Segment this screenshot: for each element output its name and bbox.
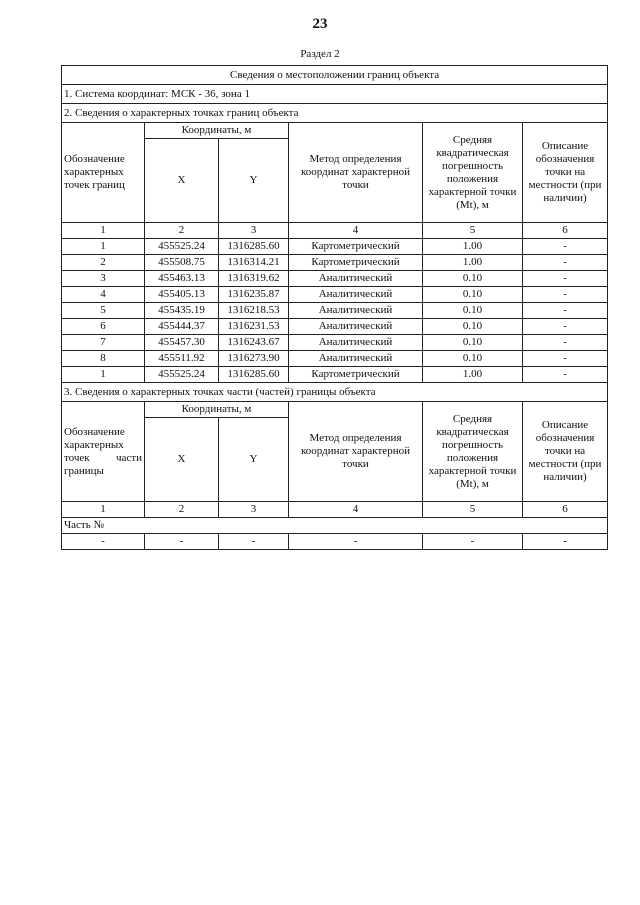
point-mt-cell: 0.10: [423, 271, 523, 287]
part-cell: -: [62, 534, 145, 550]
point-x-cell: 455508.75: [145, 255, 219, 271]
point-y-cell: 1316273.90: [219, 351, 289, 367]
boundary-table: [61, 65, 608, 550]
header-method-parts: Метод определения координат характерной точки: [289, 402, 423, 502]
point-mt-cell: 0.10: [423, 319, 523, 335]
header-description: Описание обозначения точки на местности (при наличии): [523, 123, 608, 223]
point-desc-cell: -: [523, 319, 608, 335]
point-y-cell: 1316285.60: [219, 239, 289, 255]
table-row: [62, 287, 608, 303]
table-row: [62, 303, 608, 319]
column-number: 3: [219, 223, 289, 239]
column-number: 1: [62, 223, 145, 239]
point-mt-cell: 1.00: [423, 255, 523, 271]
point-n-cell: 3: [62, 271, 145, 287]
point-method-cell: Аналитический: [289, 335, 423, 351]
point-method-cell: Аналитический: [289, 287, 423, 303]
coord-system-row: 1. Система координат: МСК - 36, зона 1: [62, 85, 608, 104]
header-method: Метод определения координат характерной точки: [289, 123, 423, 223]
part-cell: -: [523, 534, 608, 550]
point-n-cell: 6: [62, 319, 145, 335]
point-n-cell: 1: [62, 239, 145, 255]
part-cell: -: [289, 534, 423, 550]
header-coordinates: Координаты, м: [145, 123, 289, 139]
point-method-cell: Аналитический: [289, 303, 423, 319]
point-y-cell: 1316314.21: [219, 255, 289, 271]
point-method-cell: Картометрический: [289, 255, 423, 271]
table-row: [62, 255, 608, 271]
point-desc-cell: -: [523, 351, 608, 367]
header-x-parts: X: [145, 418, 219, 502]
column-number-row: [62, 223, 608, 239]
column-number: 6: [523, 502, 608, 518]
table-row: [62, 351, 608, 367]
point-y-cell: 1316243.67: [219, 335, 289, 351]
column-number: 2: [145, 502, 219, 518]
header-y: Y: [219, 139, 289, 223]
part-row: [62, 534, 608, 550]
point-desc-cell: -: [523, 303, 608, 319]
table-title: Сведения о местоположении границ объекта: [62, 66, 608, 85]
point-mt-cell: 1.00: [423, 367, 523, 383]
point-desc-cell: -: [523, 255, 608, 271]
header-coordinates-parts: Координаты, м: [145, 402, 289, 418]
table-row: [62, 367, 608, 383]
part-cell: -: [145, 534, 219, 550]
table-row: [62, 319, 608, 335]
point-desc-cell: -: [523, 367, 608, 383]
header-x: X: [145, 139, 219, 223]
section-label: Раздел 2: [300, 48, 340, 60]
header-designation-parts: Обозначение характерных точек части границы: [62, 402, 145, 502]
point-method-cell: Картометрический: [289, 239, 423, 255]
table-row: [62, 271, 608, 287]
column-number-row-parts: [62, 502, 608, 518]
point-mt-cell: 0.10: [423, 351, 523, 367]
point-mt-cell: 0.10: [423, 287, 523, 303]
header-accuracy: Средняя квадратическая погрешность положения характерной точки (Mt), м: [423, 123, 523, 223]
point-mt-cell: 0.10: [423, 335, 523, 351]
point-x-cell: 455457.30: [145, 335, 219, 351]
header-accuracy-parts: Средняя квадратическая погрешность положения характерной точки (Mt), м: [423, 402, 523, 502]
table-row: [62, 335, 608, 351]
point-method-cell: Аналитический: [289, 271, 423, 287]
column-number: 6: [523, 223, 608, 239]
point-desc-cell: -: [523, 271, 608, 287]
point-n-cell: 4: [62, 287, 145, 303]
point-n-cell: 7: [62, 335, 145, 351]
point-desc-cell: -: [523, 335, 608, 351]
column-number: 3: [219, 502, 289, 518]
header-description-parts: Описание обозначения точки на местности (при наличии): [523, 402, 608, 502]
point-desc-cell: -: [523, 239, 608, 255]
point-y-cell: 1316218.53: [219, 303, 289, 319]
point-n-cell: 5: [62, 303, 145, 319]
point-y-cell: 1316231.53: [219, 319, 289, 335]
part-cell: -: [423, 534, 523, 550]
point-method-cell: Аналитический: [289, 319, 423, 335]
part-label-row: Часть №: [62, 518, 608, 534]
point-x-cell: 455525.24: [145, 239, 219, 255]
point-n-cell: 8: [62, 351, 145, 367]
point-method-cell: Аналитический: [289, 351, 423, 367]
point-mt-cell: 1.00: [423, 239, 523, 255]
column-number: 4: [289, 502, 423, 518]
point-x-cell: 455435.19: [145, 303, 219, 319]
header-designation: Обозначение характерных точек границ: [62, 123, 145, 223]
point-x-cell: 455511.92: [145, 351, 219, 367]
part-cell: -: [219, 534, 289, 550]
point-x-cell: 455463.13: [145, 271, 219, 287]
point-y-cell: 1316235.87: [219, 287, 289, 303]
point-x-cell: 455525.24: [145, 367, 219, 383]
column-number: 4: [289, 223, 423, 239]
point-y-cell: 1316319.62: [219, 271, 289, 287]
column-number: 2: [145, 223, 219, 239]
page-number: 23: [312, 16, 328, 32]
point-n-cell: 2: [62, 255, 145, 271]
point-x-cell: 455405.13: [145, 287, 219, 303]
header-y-parts: Y: [219, 418, 289, 502]
point-y-cell: 1316285.60: [219, 367, 289, 383]
table-row: [62, 239, 608, 255]
point-n-cell: 1: [62, 367, 145, 383]
point-desc-cell: -: [523, 287, 608, 303]
column-number: 5: [423, 502, 523, 518]
point-x-cell: 455444.37: [145, 319, 219, 335]
section2-title: 2. Сведения о характерных точках границ объекта: [62, 104, 608, 123]
point-mt-cell: 0.10: [423, 303, 523, 319]
column-number: 1: [62, 502, 145, 518]
point-method-cell: Картометрический: [289, 367, 423, 383]
column-number: 5: [423, 223, 523, 239]
section3-title: 3. Сведения о характерных точках части (частей) границы объекта: [62, 383, 608, 402]
